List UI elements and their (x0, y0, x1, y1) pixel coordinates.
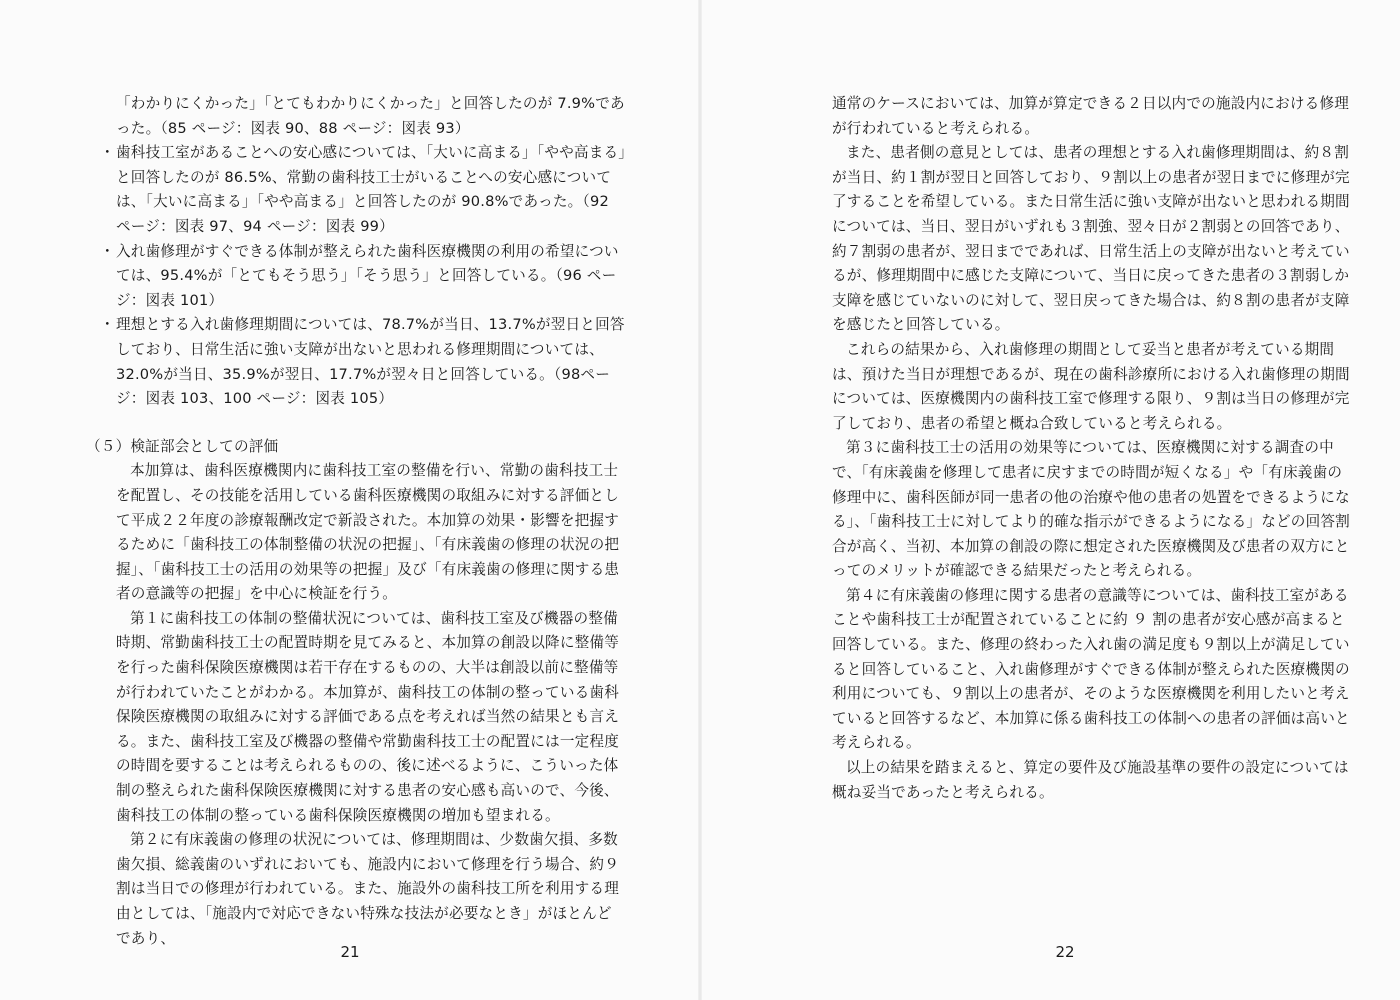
paragraph: 第２に有床義歯の修理の状況については、修理期間は、少数歯欠損、多数歯欠損、総義歯のいずれにおいても、施設内において修理を行う場合、約９割は当日での修理が行われている。また、施設外の歯科技工所を利用する理由としては、「施設内で対応できない特殊な技法が必要なとき」がほとんどであり、 (116, 831, 619, 947)
bullet-marker: ・ (100, 316, 115, 334)
bullet-text: 歯科技工室があることへの安心感については、「大いに高まる」「やや高まる」と回答したのが 86.5%、常勤の歯科技工士がいることへの安心感については、「大いに高まる」「やや高まる」と回答したのが 90.8%であった。（92 ページ：図表 97、94 ページ：図表 99） (116, 144, 626, 235)
right-page-body (832, 92, 1352, 805)
bullet-text: 入れ歯修理がすぐできる体制が整えられた歯科医療機関の利用の希望については、95.4%が「とてもそう思う」「そう思う」と回答している。（96 ページ：図表 101） (116, 242, 619, 309)
bullet-item (86, 141, 626, 239)
page-number: 22 (1055, 943, 1075, 961)
bullet-marker: ・ (100, 242, 115, 260)
paragraph: 通常のケースにおいては、加算が算定できる２日以内での施設内における修理が行われていると考えられる。 (832, 95, 1350, 137)
paragraph: これらの結果から、入れ歯修理の期間として妥当と患者が考えている期間は、預けた当日が理想であるが、現在の歯科診療所における入れ歯修理の期間については、医療機関内の歯科技工室で修理する限り、９割は当日の修理が完了しており、患者の希望と概ね合致していると考えられる。 (832, 340, 1350, 432)
continued-text: 「わかりにくかった」「とてもわかりにくかった」と回答したのが 7.9%であった。（85 ページ：図表 90、88 ページ：図表 93） (116, 95, 625, 137)
section-gap (86, 412, 626, 435)
paragraph: 本加算は、歯科医療機関内に歯科技工室の整備を行い、常勤の歯科技工士を配置し、その技能を活用している歯科医療機関の取組みに対する評価として平成２２年度の診療報酬改定で新設された。本加算の効果・影響を把握するために「歯科技工の体制整備の状況の把握」、「有床義歯の修理の状況の把握」、「歯科技工士の活用の効果等の把握」及び「有床義歯の修理に関する患者の意識等の把握」を中心に検証を行う。 (116, 462, 620, 603)
bullet-text: 理想とする入れ歯修理期間については、78.7%が当日、13.7%が翌日と回答しており、日常生活に強い支障が出ないと思われる修理期間については、32.0%が当日、35.9%が翌日、17.7%が翌々日と回答している。（98ページ：図表 103、100 ページ：図表 105） (116, 316, 625, 408)
page-number: 21 (340, 943, 360, 961)
bullet-item (86, 313, 626, 411)
paragraph: 第３に歯科技工士の活用の効果等については、医療機関に対する調査の中で、「有床義歯を修理して患者に戻すまでの時間が短くなる」や「有床義歯の修理中に、歯科医師が同一患者の他の治療や他の患者の処置をできるようになる」、「歯科技工士に対してより的確な指示ができるようになる」などの回答割合が高く、当初、本加算の創設の際に想定された医療機関及び患者の双方にとってのメリットが確認できる結果だったと考えられる。 (832, 439, 1350, 580)
paragraph: 以上の結果を踏まえると、算定の要件及び施設基準の要件の設定については概ね妥当であったと考えられる。 (832, 759, 1349, 801)
paragraph: 第４に有床義歯の修理に関する患者の意識等については、歯科技工室があることや歯科技工士が配置されていることに約 ９ 割の患者が安心感が高まると回答している。また、修理の終わった入れ歯の満足度も９割以上が満足していると回答していること、入れ歯修理がすぐできる体制が整えられた医療機関の利用についても、９割以上の患者が、そのような医療機関を利用したいと考えていると回答するなど、本加算に係る歯科技工の体制への患者の評価は高いと考えられる。 (832, 586, 1350, 752)
section-heading: （５）検証部会としての評価 (86, 437, 279, 455)
paragraph: また、患者側の意見としては、患者の理想とする入れ歯修理期間は、約８割が当日、約１割が翌日と回答しており、９割以上の患者が翌日までに修理が完了することを希望している。また日常生活に強い支障が出ないと思われる期間については、当日、翌日がいずれも３割強、翌々日が２割弱との回答であり、約７割弱の患者が、翌日までであれば、日常生活上の支障が出ないと考えているが、修理期間中に感じた支障について、当日に戻ってきた患者の３割弱しか支障を感じていないのに対して、翌日戻ってきた場合は、約８割の患者が支障を感じたと回答している。 (832, 144, 1350, 334)
right-page (700, 0, 1400, 1000)
left-page-body (86, 92, 626, 951)
bullet-item (86, 240, 626, 314)
paragraph: 第１に歯科技工の体制の整備状況については、歯科技工室及び機器の整備時期、常勤歯科技工士の配置時期を見てみると、本加算の創設以降に整備等を行った歯科保険医療機関は若干存在するものの、大半は創設以前に整備等が行われていたことがわかる。本加算が、歯科技工の体制の整っている歯科保険医療機関の取組みに対する評価である点を考えれば当然の結果とも言える。また、歯科技工室及び機器の整備や常勤歯科技工士の配置には一定程度の時間を要することは考えられるものの、後に述べるように、こういった体制の整えられた歯科保険医療機関に対する患者の安心感も高いので、今後、歯科技工の体制の整っている歯科保険医療機関の増加も望まれる。 (116, 609, 619, 824)
bullet-marker: ・ (100, 144, 115, 162)
